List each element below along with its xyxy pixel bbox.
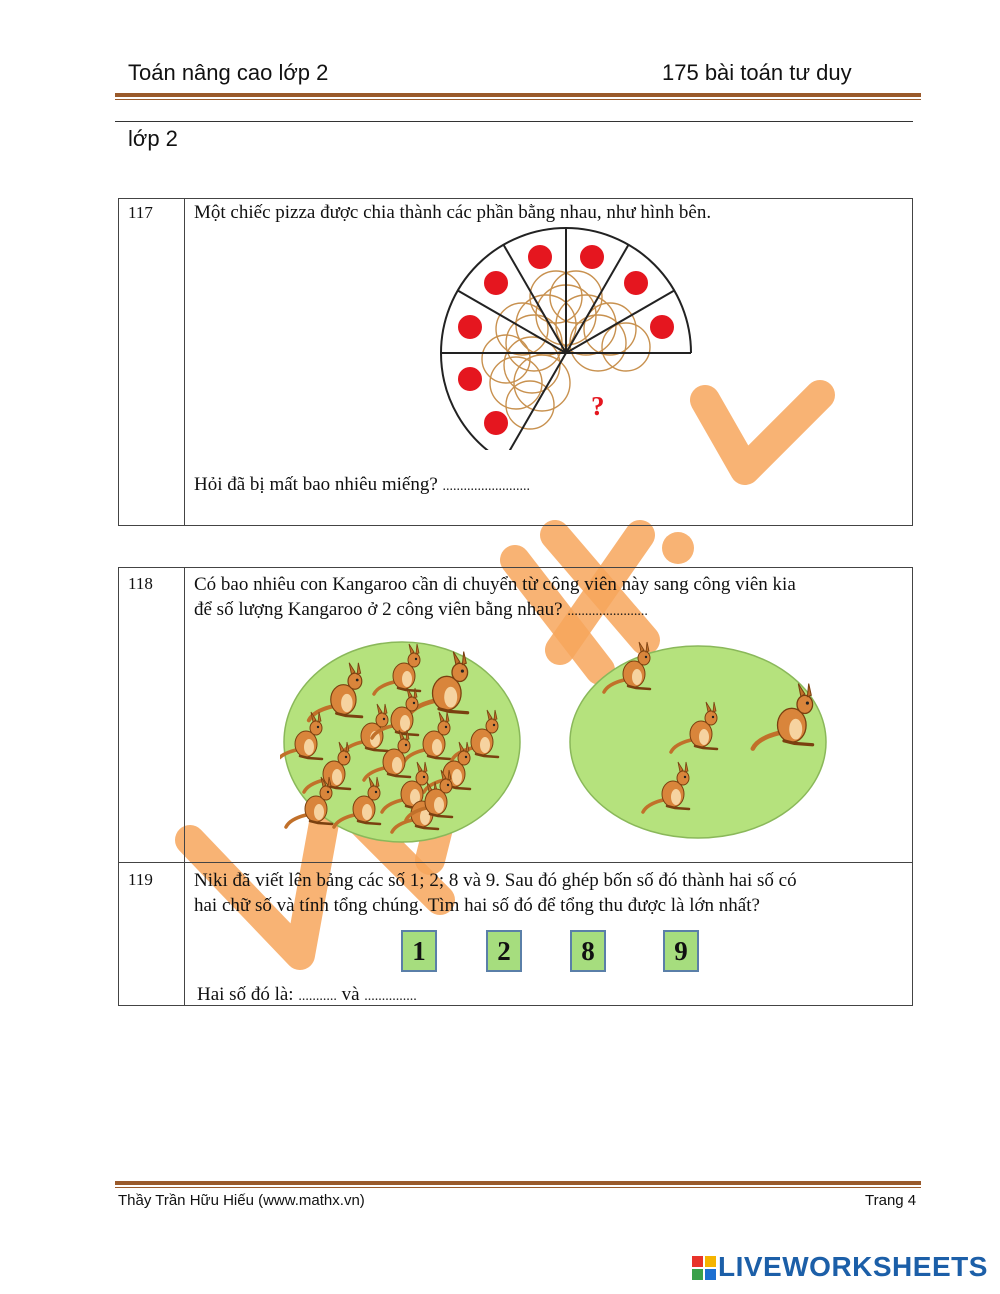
q119-line2: hai chữ số và tính tổng chúng. Tìm hai số đó để tổng thu được là lớn nhất?: [194, 895, 760, 916]
q119-number: 119: [128, 870, 153, 889]
q119-answer-line: [197, 982, 417, 1009]
watermark-dot-icon: [662, 532, 694, 564]
number-card-8: 8: [570, 930, 606, 972]
table-row-divider: [118, 862, 913, 863]
table-divider: [184, 567, 185, 1006]
q117-text: Một chiếc pizza được chia thành các phần bằng nhau, như hình bên.: [194, 202, 712, 223]
pizza-figure: [430, 220, 700, 450]
q117-prompt: [194, 472, 530, 499]
footer-rule-thin: [115, 1187, 921, 1188]
q118-line2: [194, 597, 648, 624]
number-card-1: 1: [401, 930, 437, 972]
q117-answer-blank[interactable]: .........................: [442, 479, 531, 494]
q118-line2-text: để số lượng Kangaroo ở 2 công viên bằng nhau?: [194, 599, 563, 620]
q118-number: 118: [128, 574, 153, 593]
number-card-2: 2: [486, 930, 522, 972]
q118-line1: Có bao nhiêu con Kangaroo cần di chuyển từ công viên này sang công viên kia: [194, 574, 796, 595]
kangaroo-parks: [280, 640, 840, 845]
q117-prompt-text: Hỏi đã bị mất bao nhiêu miếng?: [194, 474, 438, 495]
missing-slices-question-mark: ?: [591, 391, 605, 421]
q119-answer-prefix: Hai số đó là:: [197, 984, 294, 1005]
footer-page-number: Trang 4: [865, 1192, 917, 1209]
liveworksheets-logo-icon: [692, 1256, 716, 1280]
q119-answer-blank-2[interactable]: ...............: [364, 989, 417, 1004]
number-card-9: 9: [663, 930, 699, 972]
q118-answer-blank[interactable]: .......................: [567, 604, 648, 619]
q117-number: 117: [128, 203, 153, 222]
q117-divider: [184, 198, 185, 526]
liveworksheets-brand[interactable]: LIVEWORKSHEETS: [718, 1251, 988, 1282]
header-title: Toán nâng cao lớp 2: [128, 60, 329, 85]
q119-line1: Niki đã viết lên bảng các số 1; 2; 8 và 9. Sau đó ghép bốn số đó thành hai số có: [194, 870, 797, 891]
subtitle: lớp 2: [128, 126, 178, 151]
pizza-slice-lines: [441, 228, 691, 450]
q119-answer-blank-1[interactable]: ...........: [298, 989, 337, 1004]
footer-author: Thầy Trần Hữu Hiếu (www.mathx.vn): [118, 1192, 365, 1209]
header-series-title: 175 bài toán tư duy: [662, 60, 852, 85]
q119-answer-join: và: [341, 984, 360, 1005]
footer-rule: [115, 1181, 921, 1185]
